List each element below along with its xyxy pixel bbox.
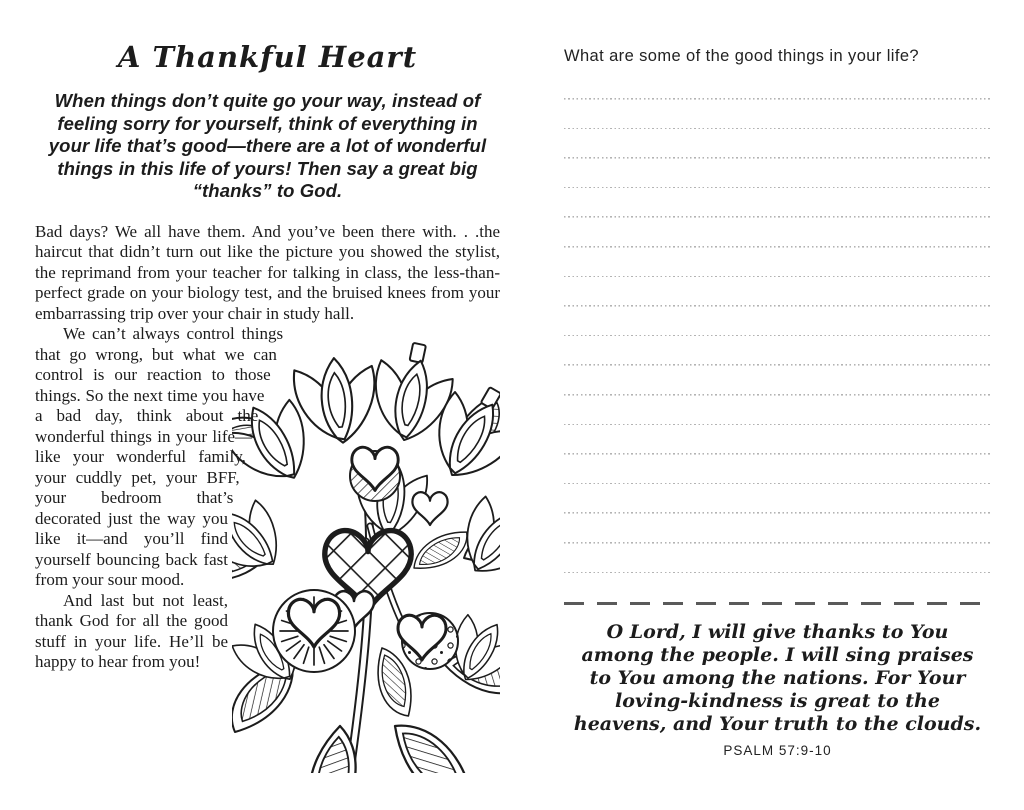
paragraph-3: And last but not least, thank God for all the good stuff in your life. He’ll be happy to hear from you! (35, 590, 228, 671)
writing-lines (564, 70, 991, 573)
tulip-bouquet-illustration (232, 326, 500, 773)
intro-paragraph: When things don’t quite go your way, instead of feeling sorry for yourself, think of everything in your life that’s good—there are a lot of wonderful things in this life of yours! Then say a great big “thanks” to God. (48, 90, 487, 201)
right-page (564, 47, 991, 787)
writing-line (564, 336, 991, 366)
writing-line (564, 70, 991, 100)
chapter-title: A Thankful Heart (117, 40, 418, 74)
heart-sunburst (273, 590, 355, 672)
writing-line (564, 100, 991, 130)
writing-line (564, 188, 991, 218)
text-wrap-zone (35, 324, 500, 673)
writing-line (564, 277, 991, 307)
writing-line (564, 307, 991, 337)
writing-line (564, 366, 991, 396)
writing-line (564, 544, 991, 574)
writing-line (564, 159, 991, 189)
writing-line (564, 129, 991, 159)
scripture-reference: PSALM 57:9-10 (723, 743, 832, 759)
heart-small (412, 492, 447, 525)
writing-line (564, 425, 991, 455)
writing-line (564, 484, 991, 514)
writing-line (564, 396, 991, 426)
writing-line (564, 514, 991, 544)
paragraph-2: We can’t always control things that go wrong, but what we can control is our reaction to those things. So the next time you have a bad day, think about the wonderful things in your life—like your wonderful family, your cuddly pet, your BFF, your bedroom that’s decorated just the way you like it—and you’ll find yourself bouncing back fast from your sour mood. (35, 324, 284, 589)
left-page (35, 40, 500, 780)
writing-line (564, 455, 991, 485)
heart-dotted-blob (398, 613, 458, 669)
scripture-verse: O Lord, I will give thanks to You among the people. I will sing praises to You among the nations. For Your loving-kindness is great to the heavens, and Your truth to the clouds. (573, 621, 982, 736)
writing-line (564, 218, 991, 248)
paragraph-1: Bad days? We all have them. And you’ve been there with. . .the haircut that didn’t turn out like the picture you showed the stylist, the reprimand from your teacher for talking in class, the less-than-perfect grade on your biology test, and the bruised knees from your embarrassing trip over your chair in study hall. (35, 221, 500, 323)
journal-prompt: What are some of the good things in your life? (564, 47, 920, 65)
writing-line (564, 248, 991, 278)
dashed-divider (564, 602, 991, 605)
heart-hatched-circle (350, 447, 400, 501)
body-text (35, 222, 500, 673)
